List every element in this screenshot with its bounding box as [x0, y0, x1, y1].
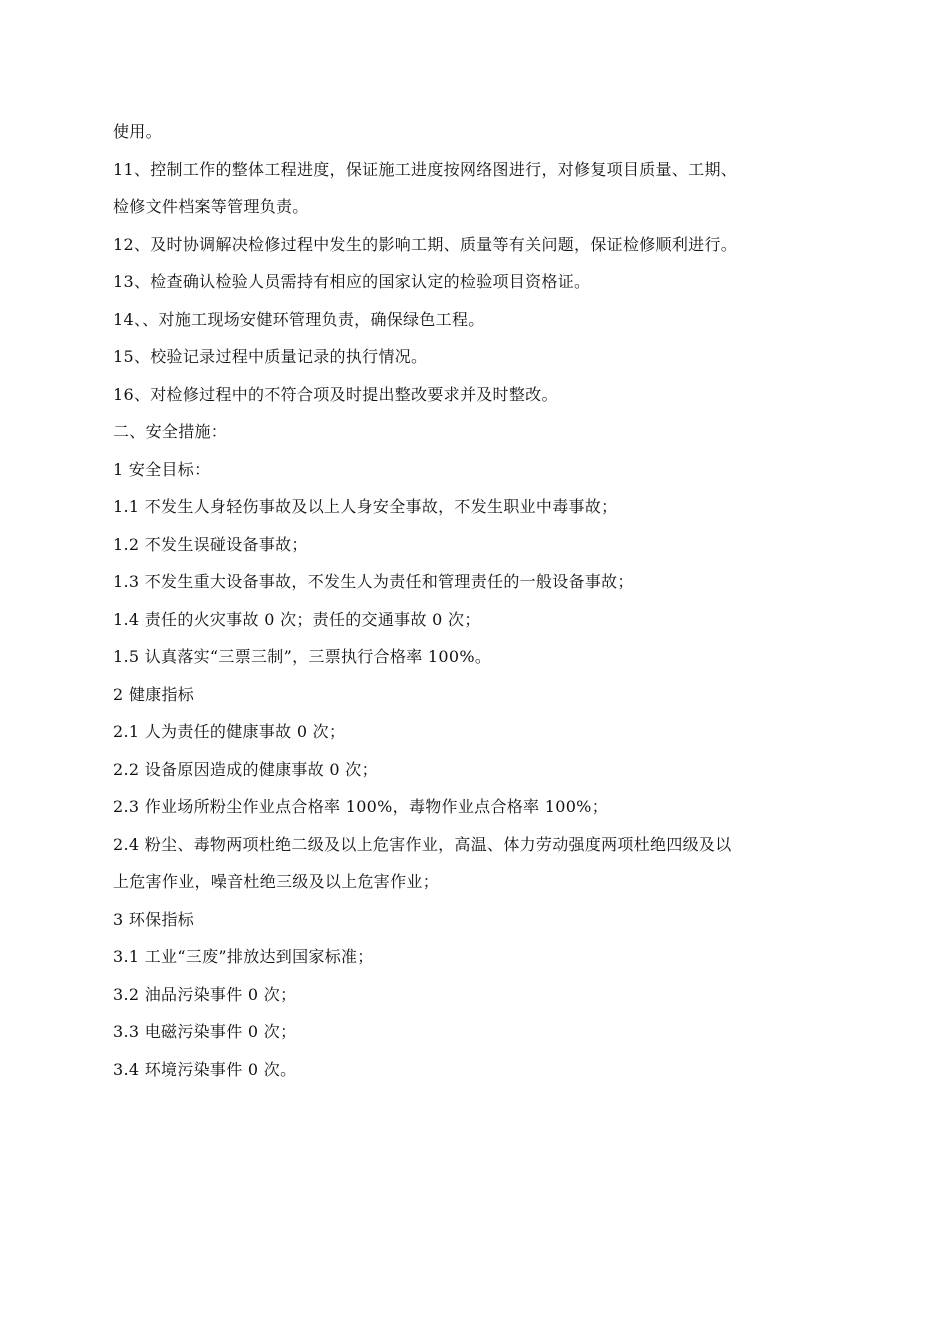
- text-line-1-5: 1.5 认真落实“三票三制”，三票执行合格率 100%。: [113, 647, 492, 666]
- text-line-continuation: 使用。: [113, 122, 162, 141]
- text-line-2-3: 2.3 作业场所粉尘作业点合格率 100%，毒物作业点合格率 100%；: [113, 797, 608, 816]
- text-line-1-3: 1.3 不发生重大设备事故，不发生人为责任和管理责任的一般设备事故；: [113, 572, 634, 591]
- text-line-1-4: 1.4 责任的火灾事故 0 次；责任的交通事故 0 次；: [113, 609, 481, 629]
- text-line-1-1: 1.1 不发生人身轻伤事故及以上人身安全事故，不发生职业中毒事故；: [113, 497, 618, 516]
- text-line-item-13: 13、检查确认检验人员需持有相应的国家认定的检验项目资格证。: [113, 272, 591, 291]
- text-line-3-4: 3.4 环境污染事件 0 次。: [113, 1059, 297, 1079]
- text-line-2-4-cont: 上危害作业，噪音杜绝三级及以上危害作业；: [113, 872, 440, 891]
- section-heading-safety-measures: 二、安全措施：: [113, 422, 228, 441]
- subheading-environmental-indicators: 3 环保指标: [113, 909, 195, 929]
- text-line-3-3: 3.3 电磁污染事件 0 次；: [113, 1022, 297, 1041]
- text-line-item-16: 16、对检修过程中的不符合项及时提出整改要求并及时整改。: [113, 384, 558, 404]
- text-line-2-1: 2.1 人为责任的健康事故 0 次；: [113, 722, 346, 741]
- subheading-safety-goals: 1 安全目标：: [113, 459, 211, 479]
- text-line-2-4: 2.4 粉尘、毒物两项杜绝二级及以上危害作业，高温、体力劳动强度两项杜绝四级及以: [113, 834, 732, 854]
- text-line-item-11: 11、控制工作的整体工程进度，保证施工进度按网络图进行，对修复项目质量、工期、: [113, 159, 738, 179]
- subheading-health-indicators: 2 健康指标: [113, 684, 195, 704]
- text-line-3-2: 3.2 油品污染事件 0 次；: [113, 984, 297, 1004]
- text-line-item-14: 14、、对施工现场安健环管理负责，确保绿色工程。: [113, 309, 485, 329]
- text-line-item-12: 12、及时协调解决检修过程中发生的影响工期、质量等有关问题，保证检修顺利进行。: [113, 234, 738, 254]
- text-line-item-15: 15、校验记录过程中质量记录的执行情况。: [113, 347, 428, 366]
- text-line-1-2: 1.2 不发生误碰设备事故；: [113, 534, 308, 554]
- text-line-2-2: 2.2 设备原因造成的健康事故 0 次；: [113, 759, 378, 779]
- text-line-item-11-cont: 检修文件档案等管理负责。: [113, 197, 309, 216]
- text-line-3-1: 3.1 工业“三废”排放达到国家标准；: [113, 947, 374, 966]
- document-page: [113, 113, 838, 1088]
